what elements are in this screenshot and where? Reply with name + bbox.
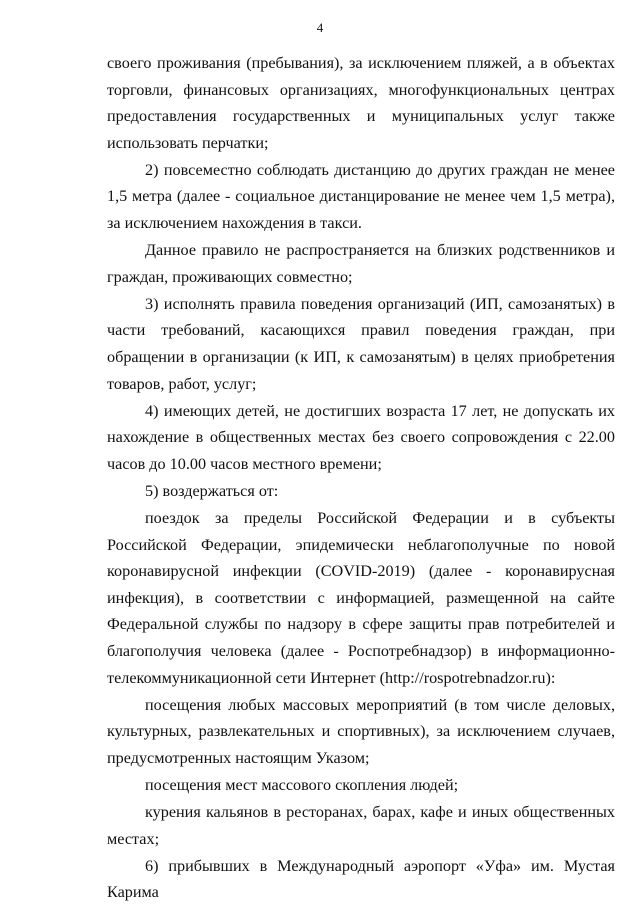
paragraph-hookah: курения кальянов в ресторанах, барах, кафе и иных общественных местах; [107, 803, 615, 848]
paragraph-mass-events: посещения любых массовых мероприятий (в том числе деловых, культурных, развлекательных и спортивных), за исключением случаев, предусмотренных настоящим Указом; [107, 695, 615, 767]
paragraph-gloves: своего проживания (пребывания), за исключением пляжей, а в объектах торговли, финансовых организациях, многофункциональных центрах предоставления государственных и муниципальных услуг также использовать перчатки; [107, 54, 615, 152]
paragraph-organization-rules: 3) исполнять правила поведения организаций (ИП, самозанятых) в части требований, касающихся правил поведения граждан, при обращении в организации (к ИП, к самозанятым) в целях приобретения товаров, работ, услуг; [107, 294, 615, 393]
paragraph-crowded-places: посещения мест массового скопления людей; [145, 776, 459, 795]
paragraph-airport-arrivals: 6) прибывших в Международный аэропорт «Уфа» им. Мустая Карима [107, 856, 615, 902]
paragraph-refrain-from: 5) воздержаться от: [145, 482, 279, 500]
paragraph-travel: поездок за пределы Российской Федерации и в субъекты Российской Федерации, эпидемически неблагополучные по новой коронавирусной инфекции (COVID-2019) (далее - коронавирусная инфекция), в соответствии с информацией, размещенной на сайте Федеральной службы по надзору в сфере защиты прав потребителей и благополучия человека (далее - Роспотребнадзор) в информационно-телекоммуникационной сети Интернет (http://rospotrebnadzor.ru): [107, 509, 615, 687]
paragraph-social-distancing: 2) повсеместно соблюдать дистанцию до других граждан не менее 1,5 метра (далее - социальное дистанцирование не менее чем 1,5 метра), за исключением нахождения в такси. [107, 160, 615, 233]
document-body [107, 50, 615, 907]
paragraph-children-curfew: 4) имеющих детей, не достигших возраста 17 лет, не допускать их нахождение в общественных местах без своего сопровождения с 22.00 часов до 10.00 часов местного времени; [107, 401, 615, 473]
page-number: 4 [316, 20, 324, 35]
paragraph-relatives-exception: Данное правило не распространяется на близких родственников и граждан, проживающих совместно; [107, 241, 615, 286]
